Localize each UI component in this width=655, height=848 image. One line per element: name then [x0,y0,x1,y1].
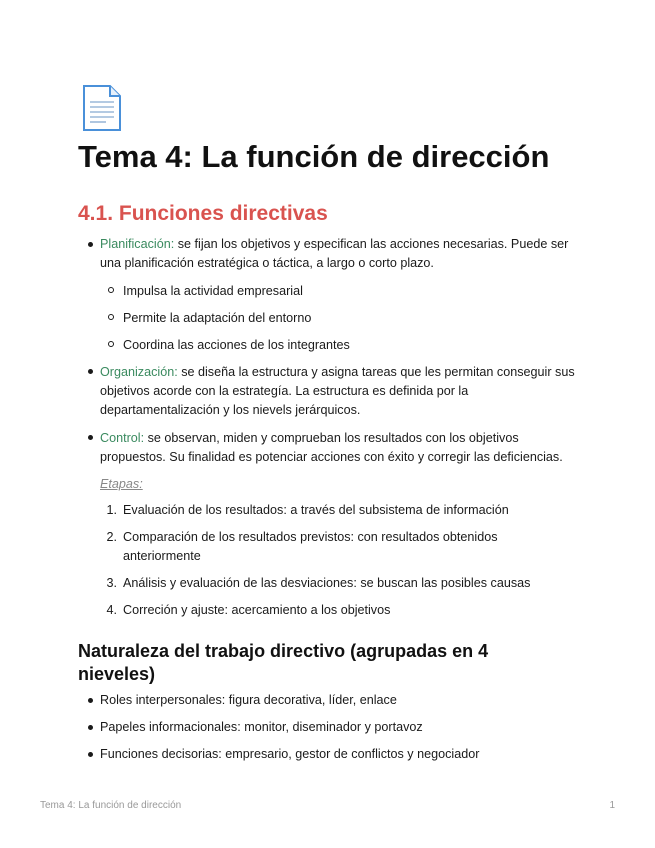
list-number: 2. [106,530,117,544]
bullet-icon [88,752,93,757]
nature-heading: Naturaleza del trabajo directivo (agrupadas en 4 nieveles) [78,641,489,684]
section-heading: 4.1. Funciones directivas [78,202,328,225]
sub-bullet-icon [108,287,114,293]
function-planificacion [100,235,590,273]
list-number: 4. [106,603,117,617]
bullet-icon [88,242,93,247]
function-text: se observan, miden y comprueban los resultados con los objetivos propuestos. Su finalidad es potenciar acciones con éxito y corregir las deficiencias. [100,431,563,464]
list-item: Evaluación de los resultados: a través del subsistema de información [123,503,509,517]
page-title: Tema 4: La función de dirección [78,139,550,174]
list-number: 1. [106,503,117,517]
list-item: Papeles informacionales: monitor, diseminador y portavoz [100,720,423,734]
function-organizacion [100,363,575,420]
sub-bullet-icon [108,341,114,347]
sub-bullet-icon [108,314,114,320]
page-number: 1 [609,800,615,811]
bullet-icon [88,369,93,374]
list-item: Comparación de los resultados previstos: con resultados obtenidos anteriormente [123,530,498,563]
list-number: 3. [106,576,117,590]
list-item: Correción y ajuste: acercamiento a los objetivos [123,603,391,617]
footer-title: Tema 4: La función de dirección [40,800,182,811]
function-text: se diseña la estructura y asigna tareas que les permitan conseguir sus objetivos acorde con la estrategía. La estructura es definida por la departamentalización y los nievels jerárquicos. [100,365,575,417]
etapas-label: Etapas: [100,477,143,491]
list-item: Roles interpersonales: figura decorativa, líder, enlace [100,693,397,707]
function-term: Organización: [100,365,178,379]
list-item: Coordina las acciones de los integrantes [123,338,350,352]
list-item: Permite la adaptación del entorno [123,311,312,325]
bullet-icon [88,725,93,730]
function-term: Control: [100,431,145,445]
function-control [100,429,585,467]
bullet-icon [88,698,93,703]
list-item: Impulsa la actividad empresarial [123,284,303,298]
function-text: se fijan los objetivos y especifican las acciones necesarias. Puede ser una planificación estratégica o táctica, a largo o corto plazo. [100,237,569,270]
list-item: Funciones decisorias: empresario, gestor de conflictos y negociador [100,747,480,761]
document-icon [80,84,124,132]
list-item: Análisis y evaluación de las desviaciones: se buscan las posibles causas [123,576,531,590]
function-term: Planificación: [100,237,175,251]
bullet-icon [88,435,93,440]
